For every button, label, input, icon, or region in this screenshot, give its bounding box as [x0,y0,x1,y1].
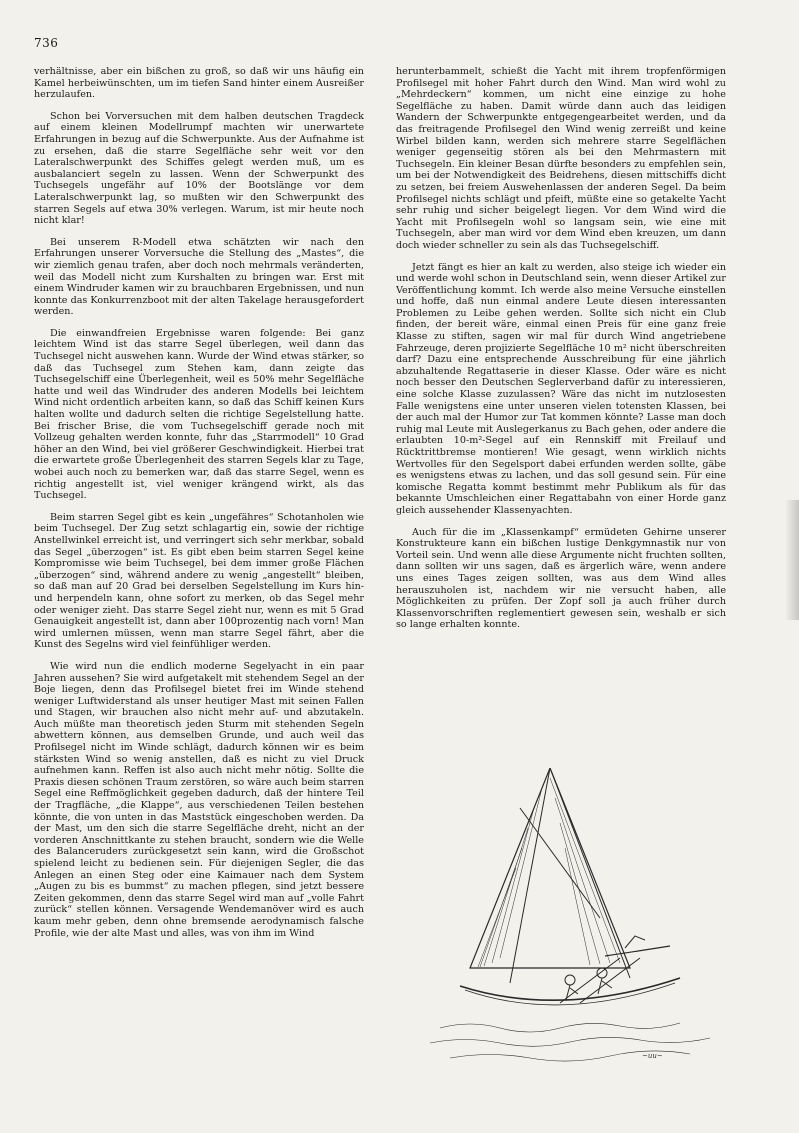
paragraph: Beim starren Segel gibt es kein „ungefähres“ Schotanholen wie beim Tuchsegel. Der Zug setzt schlagartig ein, sowie der richtige Anstellwinkel erreicht ist, und verringert sich sehr merkbar, sobald das Segel „überzogen“ ist. Es gibt eben beim starren Segel keine Kompromisse wie beim Tuchsegel, bei dem immer große Flächen „überzogen“ sind, während andere zu wenig „angestellt“ bleiben, so daß man auf 20 Grad bei derselben Segelstellung im Kurs hin- und herpendeln kann, ohne sofort zu merken, ob das Segel mehr oder weniger zieht. Das starre Segel zieht nur, wenn es mit 5 Grad Genauigkeit angestellt ist, dann aber 100prozentig nach vorn! Man wird umlernen müssen, wenn man starre Segel fährt, aber die Kunst des Segelns wird viel feinfühliger werden. [34,511,364,651]
paragraph: Jetzt fängt es hier an kalt zu werden, also steige ich wieder ein und werde wohl schon in Deutschland sein, wenn dieser Artikel zur Veröffentlichung kommt. Ich werde also meine Versuche einstellen und hoffe, daß nun einmal andere Leute diesen interessanten Problemen zu Leibe gehen werden. Sollte sich nicht ein Club finden, der bereit wäre, einmal einen Preis für eine ganz freie Klasse zu stiften, sagen wir mal für durch Wind angetriebene Fahrzeuge, deren projizierte Segelfläche 10 m² nicht überschreiten darf? Dazu eine entsprechende Ausschreibung für eine jährlich abzuhaltende Regattaserie in dieser Klasse. Oder wäre es nicht noch besser den Deutschen Seglerverband dafür zu interessieren, eine solche Klasse zuzulassen? Wäre das nicht im nutzlosesten Falle wenigstens eine unter unseren vielen totensten Klassen, bei der auch mal der Humor zur Tat kommen könnte? Lasse man doch ruhig mal Leute mit Auslegerkanus zu Bach gehen, oder andere die erlaubten 10-m²-Segel auf ein Rennskiff mit Freilauf und Rücktrittbremse montieren! Wie gesagt, wenn wirklich nichts Wertvolles für den Segelsport dabei erfunden werden sollte, gäbe es wenigstens etwas zu lachen, und das soll gesund sein. Für eine komische Regatta kommt bestimmt mehr Publikum als für das bekannte Umschleichen einer Regattabahn von einer Horde ganz gleich aussehender Klassenyachten. [396,261,726,516]
mast-line [510,768,550,983]
water-lines [440,1023,680,1032]
hull-shape [460,978,680,1000]
signature-icon: ~uu~ [642,1052,663,1060]
paragraph: herunterbammelt, schießt die Yacht mit ihrem tropfenförmigen Profilsegel mit hoher Fahrt durch den Wind. Man wird wohl zu „Mehrdeckern“ kommen, um nicht eine einzige zu hohe Segelfläche zu haben. Damit würde dann auch das leidigen Wandern der Schwerpunkte entgegengearbeitet werden, und da das freitragende Profilsegel den Wind wenig zerreißt und keine Wirbel bilden kann, werden sich mehrere starre Segelflächen weniger gegenseitig stören als bei den Mehrmastern mit Tuchsegeln. Ein kleiner Besan dürfte besonders zu empfehlen sein, um bei der Notwendigkeit des Beidrehens, diesen mittschiffs dicht zu setzen, bei freiem Auswehenlassen der anderen Segel. Da beim Profilsegel nichts schlägt und pfeift, müßte eine so getakelte Yacht sehr ruhig und sicher beigelegt liegen. Vor dem Wind wird die Yacht mit Profilsegeln wohl so langsam sein, wie eine mit Tuchsegeln, aber man wird vor dem Wind eben kreuzen, um dann doch wieder schneller zu sein als das Tuchsegelschiff. [396,66,726,251]
paragraph: Auch für die im „Klassenkampf“ ermüdeten Gehirne unserer Konstrukteure kann ein bißchen lustige Denkgymnastik nur von Vorteil sein. Und wenn alle diese Argumente nicht fruchten sollten, dann sollten wir uns sagen, daß es ärgerlich wäre, wenn andere uns eines Tages zeigen sollten, was aus dem Wind alles herauszuholen ist, nachdem wir nie versucht haben, alle Möglichkeiten zu prüfen. Der Zopf soll ja auch früher durch Klassenvorschriften reglementiert gewesen sein, weshalb er sich so lange erhalten konnte. [396,526,726,631]
outrigger-sailboat-illustration [430,768,720,1078]
sailor-figure [597,968,607,978]
sail-shape [470,768,630,968]
left-column [34,66,364,949]
sailor-figure [565,975,575,985]
paragraph: Schon bei Vorversuchen mit dem halben deutschen Tragdeck auf einem kleinen Modellrumpf machten wir unerwartete Erfahrungen in bezug auf die Schwerpunkte. Aus der Aufnahme ist zu ersehen, daß die starre Segelfläche sehr weit vor den Lateralschwerpunkt des Schiffes gelegt werden muß, um es ausbalanciert segeln zu lassen. Wenn der Schwerpunkt des Tuchsegels ungefähr auf 10% der Bootslänge vor dem Lateralschwerpunkt lag, so mußten wir den Schwerpunkt des starren Segels auf etwa 30% verlegen. Warum, ist mir heute noch nicht klar! [34,110,364,227]
paragraph: Bei unserem R-Modell etwa schätzten wir nach den Erfahrungen unserer Vorversuche die Stellung des „Mastes“, die wir ziemlich genau trafen, aber doch noch mehrmals veränderten, weil das Modell nicht zum Kurshalten zu bringen war. Erst mit einem Windruder kamen wir zu brauchbaren Ergebnissen, und nun konnte das Konkurrenzboot mit der alten Takelage herausgefordert werden. [34,236,364,318]
paragraph: verhältnisse, aber ein bißchen zu groß, so daß wir uns häufig ein Kamel herbeiwünschten, um im tiefen Sand hinter einem Ausreißer herzulaufen. [34,66,364,101]
paragraph: Wie wird nun die endlich moderne Segelyacht in ein paar Jahren aussehen? Sie wird aufgetakelt mit stehendem Segel an der Boje liegen, denn das Profilsegel bietet frei im Winde stehend weniger Luftwiderstand als unser heutiger Mast mit seinen Fallen und Stagen, wir brauchen also nicht mehr auf- und abzutakeln. Auch müßte man theoretisch jeden Sturm mit stehenden Segeln abwettern können, aus demselben Grunde, und auch weil das Profilsegel nicht im Winde schlägt, dadurch können wir es beim stärksten Wind so wenig anstellen, daß es nicht zu viel Druck aufnehmen kann. Reffen ist also auch nicht mehr nötig. Sollte die Praxis diesen schönen Traum zerstören, so wäre auch beim starren Segel eine Reffmöglichkeit gegeben dadurch, daß der hintere Teil der Tragfläche, „die Klappe“, aus verschiedenen Teilen bestehen könnte, die von unten in das Maststück eingeschoben werden. Da der Mast, um den sich die starre Segelfläche dreht, nicht an der vorderen Anschnittkante zu stehen braucht, sondern wie die Welle des Balanceruders zurückgesetzt sein kann, wird die Großschot spielend leicht zu bedienen sein. Für diejenigen Segler, die das Anlegen an einen Steg oder eine Kaimauer nach dem System „Augen zu bis es bummst“ zu machen pflegen, sind jetzt bessere Zeiten gekommen, denn das starre Segel wird man auf „volle Fahrt zurück“ stellen können. Versagende Wendemanöver wird es auch kaum mehr geben, denn ohne bremsende aerodynamisch falsche Profile, wie der alte Mast und alles, was von ihm im Wind [34,660,364,939]
page-edge-shadow [785,500,799,620]
right-column [396,66,726,641]
paragraph: Die einwandfreien Ergebnisse waren folgende: Bei ganz leichtem Wind ist das starre Segel überlegen, weil dann das Tuchsegel nicht auswehen kann. Wurde der Wind etwas stärker, so daß das Tuchsegel zum Stehen kam, dann zeigte das Tuchsegelschiff eine Überlegenheit, weil es 50% mehr Segelfläche hatte und weil das Windruder des anderen Modells bei leichtem Wind nicht ordentlich arbeiten kann, so daß das Schiff keinen Kurs halten wollte und dadurch selten die richtige Segelstellung hatte. Bei frischer Brise, die vom Tuchsegelschiff gerade noch mit Vollzeug gehalten werden konnte, fuhr das „Starrmodell“ 10 Grad höher an den Wind, bei viel größerer Geschwindigkeit. Hierbei trat die erwartete große Überlegenheit des starren Segels klar zu Tage, wobei auch noch zu bemerken war, daß das starre Segel, wenn es richtig angestellt ist, viel weniger krängend wirkt, als das Tuchsegel. [34,327,364,502]
page-number: 736 [34,36,59,50]
